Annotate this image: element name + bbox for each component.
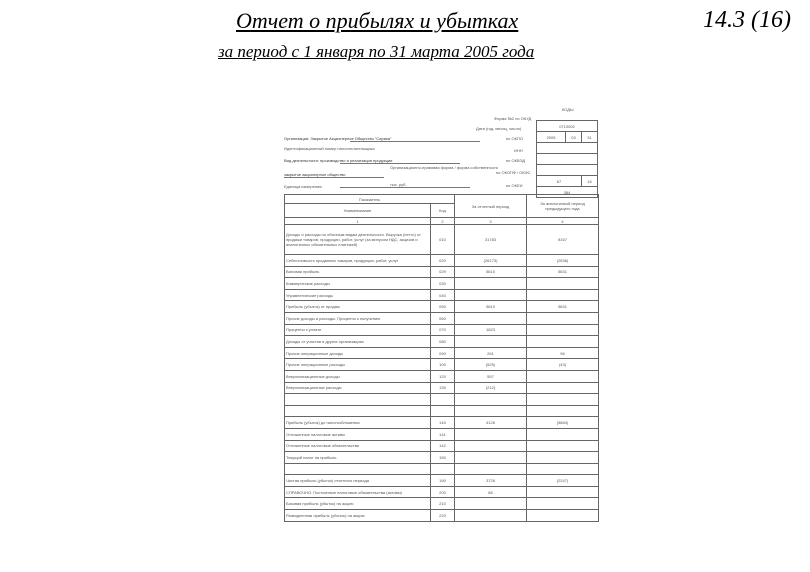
col-indicator: Показатель: [285, 195, 455, 204]
col-name: Наименование: [285, 204, 431, 218]
row-previous: [527, 405, 599, 417]
row-code: 190: [431, 475, 455, 487]
unit-label: Единица измерения:: [284, 184, 323, 189]
unit-value: тыс. руб.: [390, 182, 407, 187]
table-row: [285, 417, 599, 429]
table-row: [285, 289, 599, 301]
row-name: Прочие операционные расходы: [285, 359, 431, 371]
table-row: [285, 312, 599, 324]
row-previous: [527, 278, 599, 290]
row-code: [431, 394, 455, 406]
table-row: [285, 301, 599, 313]
table-row: [285, 463, 599, 475]
col-current: За отчетный период: [455, 195, 527, 218]
row-previous: [527, 289, 599, 301]
table-row: [285, 370, 599, 382]
okud-code: 0710002: [537, 121, 598, 132]
col-number: 3: [455, 218, 527, 225]
row-code: [431, 405, 455, 417]
row-previous: [527, 312, 599, 324]
row-code: 220: [431, 510, 455, 522]
taxpayer-label: Идентификационный номер налогоплательщика: [284, 146, 375, 151]
row-current: [455, 428, 527, 440]
row-name: [285, 463, 431, 475]
row-previous: [527, 428, 599, 440]
row-code: 050: [431, 301, 455, 313]
row-current: 4126: [455, 417, 527, 429]
row-code: 142: [431, 440, 455, 452]
row-previous: [527, 498, 599, 510]
row-code: 130: [431, 382, 455, 394]
row-code: 200: [431, 486, 455, 498]
okud-label: Форма №2 по ОКУД: [494, 116, 532, 121]
table-row: [285, 336, 599, 348]
row-current: 86: [455, 486, 527, 498]
table-row: [285, 452, 599, 464]
okopf-code: 67: [537, 176, 582, 187]
row-name: Отложенные налоговые активы: [285, 428, 431, 440]
row-code: 040: [431, 289, 455, 301]
row-code: 090: [431, 347, 455, 359]
row-previous: 8167: [527, 225, 599, 255]
row-code: 210: [431, 498, 455, 510]
row-code: 060: [431, 312, 455, 324]
row-current: [455, 336, 527, 348]
row-previous: [527, 324, 599, 336]
table-row: [285, 359, 599, 371]
row-current: 31783: [455, 225, 527, 255]
row-name: Чистая прибыль (убыток) отчетного периода: [285, 475, 431, 487]
row-previous: [527, 452, 599, 464]
scanned-form: [280, 104, 600, 524]
okved-code: [537, 165, 598, 176]
row-current: 3726: [455, 475, 527, 487]
row-previous: (5684): [527, 417, 599, 429]
row-code: 070: [431, 324, 455, 336]
row-current: 5610: [455, 266, 527, 278]
date-day: 31: [582, 132, 598, 143]
row-name: [285, 394, 431, 406]
inn-code: [537, 154, 598, 165]
table-row: [285, 382, 599, 394]
col-number: 4: [527, 218, 599, 225]
row-previous: [527, 486, 599, 498]
inn-label: ИНН: [514, 148, 523, 153]
row-name: Разводненная прибыль (убыток) на акцию: [285, 510, 431, 522]
row-name: Прибыль (убыток) до налогообложения: [285, 417, 431, 429]
row-current: [455, 278, 527, 290]
report-title: Отчет о прибылях и убытках: [236, 8, 519, 33]
row-code: 030: [431, 278, 455, 290]
row-previous: (2247): [527, 475, 599, 487]
row-name: Управленческие расходы: [285, 289, 431, 301]
col-number: 1: [285, 218, 431, 225]
table-row: [285, 394, 599, 406]
row-name: Доходы и расходы по обычным видам деятельности. Выручка (нетто) от продажи товаров, продукции, работ, услуг (за минусом НДС, акцизов и аналогичных обязательных платежей): [285, 225, 431, 255]
table-row: [285, 428, 599, 440]
row-current: (26173): [455, 255, 527, 267]
row-current: 1823: [455, 324, 527, 336]
okei-code: 384: [537, 187, 598, 198]
row-current: [455, 394, 527, 406]
table-row: [285, 324, 599, 336]
row-previous: [527, 382, 599, 394]
row-code: 020: [431, 255, 455, 267]
organization-label: Организация: Закрытое Акционерное Общество "Сарика": [284, 136, 392, 141]
table-row: [285, 347, 599, 359]
report-period: за период с 1 января по 31 марта 2005 года: [218, 42, 535, 61]
row-name: Проценты к уплате: [285, 324, 431, 336]
profit-loss-table: [284, 194, 599, 522]
row-name: Прочие операционные доходы: [285, 347, 431, 359]
row-name: Прочие доходы и расходы. Проценты к получению: [285, 312, 431, 324]
row-code: 140: [431, 417, 455, 429]
row-current: [455, 452, 527, 464]
row-name: [285, 405, 431, 417]
row-code: 010: [431, 225, 455, 255]
row-previous: (2536): [527, 255, 599, 267]
table-row: [285, 266, 599, 278]
okpo-code: [537, 143, 598, 154]
okpo-label: по ОКПО: [506, 136, 523, 141]
table-row: [285, 225, 599, 255]
row-previous: 96: [527, 347, 599, 359]
ownership-label: Организационно-правовая форма / форма собственности: [390, 165, 498, 170]
table-row: [285, 475, 599, 487]
row-name: Прибыль (убыток) от продаж: [285, 301, 431, 313]
row-code: 100: [431, 359, 455, 371]
row-previous: (43): [527, 359, 599, 371]
row-code: [431, 463, 455, 475]
okei-label: по ОКЕИ: [506, 183, 523, 188]
row-name: Базовая прибыль (убыток) на акцию: [285, 498, 431, 510]
row-code: 029: [431, 266, 455, 278]
row-code: 120: [431, 370, 455, 382]
row-current: 557: [455, 370, 527, 382]
table-row: [285, 278, 599, 290]
table-row: [285, 498, 599, 510]
row-current: [455, 498, 527, 510]
row-name: Валовая прибыль: [285, 266, 431, 278]
row-previous: [527, 440, 599, 452]
row-current: [455, 463, 527, 475]
row-current: [455, 289, 527, 301]
row-previous: 5631: [527, 301, 599, 313]
table-row: [285, 510, 599, 522]
row-current: 5610: [455, 301, 527, 313]
date-year: 2005: [537, 132, 566, 143]
row-previous: [527, 370, 599, 382]
row-name: Текущий налог на прибыль: [285, 452, 431, 464]
okfs-code: 16: [582, 176, 598, 187]
col-number: 2: [431, 218, 455, 225]
legal-form: закрытое акционерное общество: [284, 172, 346, 177]
date-month: 03: [566, 132, 582, 143]
okopf-label: по ОКОПФ / ОКФС: [496, 170, 531, 175]
table-row: [285, 405, 599, 417]
row-name: Отложенные налоговые обязательства: [285, 440, 431, 452]
row-previous: [527, 336, 599, 348]
codes-box: [536, 120, 598, 198]
date-label: Дата (год, месяц, число): [476, 126, 522, 131]
row-previous: [527, 510, 599, 522]
row-name: Доходы от участия в других организациях: [285, 336, 431, 348]
col-previous: За аналогичный период предыдущего года: [527, 195, 599, 218]
codes-header: КОДЫ: [562, 107, 574, 112]
row-name: Внереализационные доходы: [285, 370, 431, 382]
row-code: 080: [431, 336, 455, 348]
row-previous: 5631: [527, 266, 599, 278]
row-current: (212): [455, 382, 527, 394]
row-name: СПРАВОЧНО. Постоянные налоговые обязательства (активы): [285, 486, 431, 498]
okved-label: по ОКВЭД: [506, 158, 526, 163]
table-row: [285, 440, 599, 452]
row-current: 261: [455, 347, 527, 359]
row-current: [455, 510, 527, 522]
col-code: Код: [431, 204, 455, 218]
table-row: [285, 486, 599, 498]
activity-label: Вид деятельности: производство и реализация продукции: [284, 158, 393, 163]
row-previous: [527, 394, 599, 406]
row-previous: [527, 463, 599, 475]
row-current: (525): [455, 359, 527, 371]
row-name: Себестоимость проданных товаров, продукции, работ, услуг: [285, 255, 431, 267]
page-number: 14.3 (16): [703, 7, 791, 33]
row-name: Коммерческие расходы: [285, 278, 431, 290]
row-code: 141: [431, 428, 455, 440]
row-current: [455, 312, 527, 324]
row-current: [455, 405, 527, 417]
table-row: [285, 255, 599, 267]
row-current: [455, 440, 527, 452]
row-code: 150: [431, 452, 455, 464]
row-name: Внереализационные расходы: [285, 382, 431, 394]
